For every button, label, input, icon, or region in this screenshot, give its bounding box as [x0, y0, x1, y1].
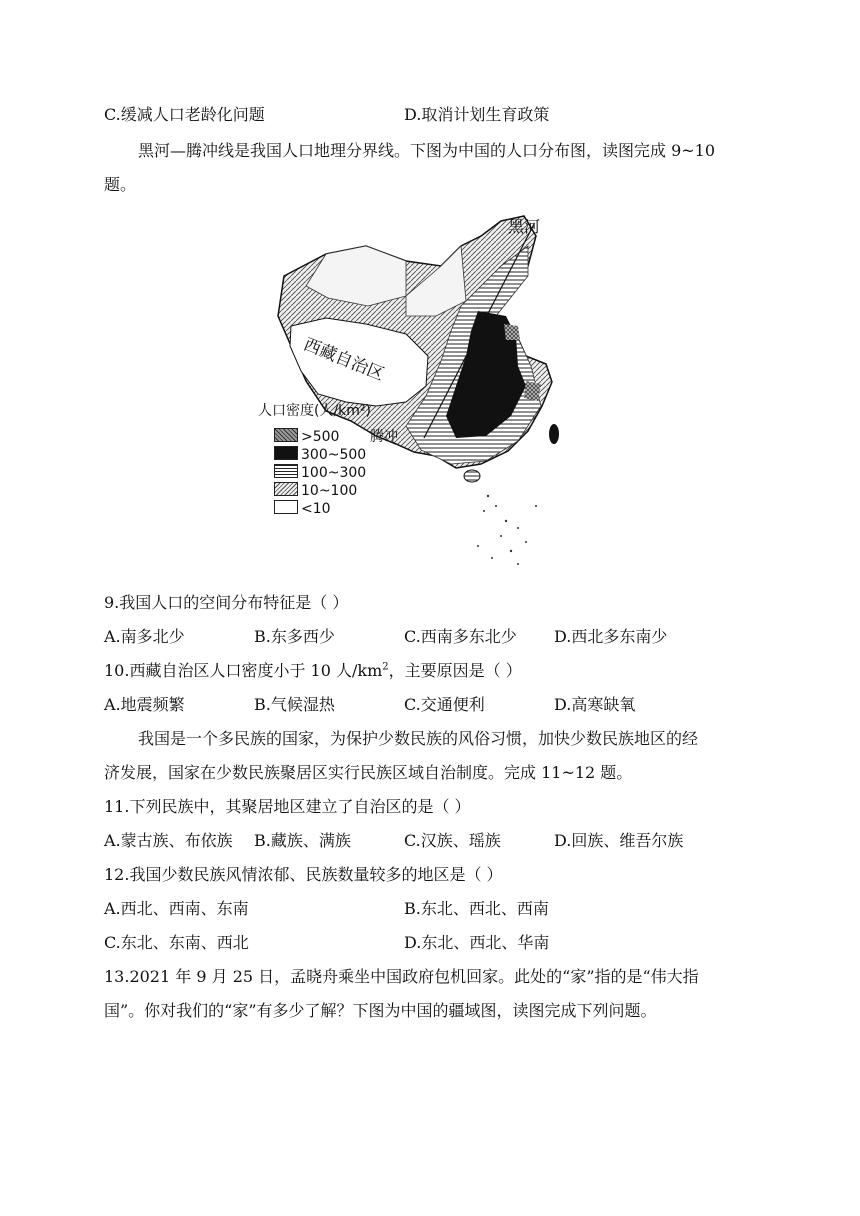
q11-option-b: B.藏族、满族 — [254, 831, 351, 850]
q12-option-b: B.东北、西北、西南 — [404, 899, 549, 918]
population-density-map — [256, 206, 596, 580]
q9-option-c: C.西南多东北少 — [404, 627, 517, 646]
q13-line2: 国”。你对我们的“家”有多少了解？下图为中国的疆域图，读图完成下列问题。 — [104, 1001, 657, 1020]
q9-option-d: D.西北多东南少 — [554, 627, 668, 646]
q8-option-c: C.缓减人口老龄化问题 — [104, 105, 265, 124]
legend-swatch — [274, 464, 298, 478]
label-tengchong: 腾冲 — [370, 429, 398, 445]
legend-item-10-100: 10~100 — [274, 482, 357, 500]
legend-item-300-500: 300~500 — [274, 446, 366, 464]
q10-option-a: A.地震频繁 — [104, 695, 185, 714]
intro-9-10-line2: 题。 — [104, 175, 137, 194]
legend-swatch — [274, 482, 298, 496]
q12-option-d: D.东北、西北、华南 — [404, 933, 550, 952]
label-heihe: 黑河 — [508, 217, 541, 236]
legend-title: 人口密度(人/km²) — [258, 403, 371, 419]
q13-line1: 13.2021 年 9 月 25 日，孟晓舟乘坐中国政府包机回家。此处的“家”指的是“伟大指 — [104, 967, 699, 986]
q12-option-c: C.东北、东南、西北 — [104, 933, 249, 952]
q11-option-d: D.回族、维吾尔族 — [554, 831, 684, 850]
legend-swatch — [274, 500, 298, 514]
q10-option-c: C.交通便利 — [404, 695, 485, 714]
q10-option-b: B.气候湿热 — [254, 695, 335, 714]
q8-option-d: D.取消计划生育政策 — [404, 105, 550, 124]
legend-item-gt500: >500 — [274, 428, 339, 446]
q12-option-a: A.西北、西南、东南 — [104, 899, 249, 918]
legend-swatch — [274, 428, 298, 442]
q10-option-d: D.高寒缺氧 — [554, 695, 636, 714]
q11-option-a: A.蒙古族、布依族 — [104, 831, 233, 850]
q9-option-b: B.东多西少 — [254, 627, 335, 646]
legend-item-100-300: 100~300 — [274, 464, 366, 482]
q10-stem: 10.西藏自治区人口密度小于 10 人$/km^2$，主要原因是（ ） — [104, 661, 522, 680]
q11-option-c: C.汉族、瑶族 — [404, 831, 501, 850]
legend-item-lt10: <10 — [274, 500, 331, 518]
q9-stem: 9.我国人口的空间分布特征是（ ） — [104, 593, 349, 612]
label-tibet: 西藏自治区 — [300, 334, 387, 386]
intro-9-10-line1: 黑河—腾冲线是我国人口地理分界线。下图为中国的人口分布图，读图完成 9~10 — [138, 141, 716, 160]
q11-stem: 11.下列民族中，其聚居地区建立了自治区的是（ ） — [104, 797, 471, 816]
intro-11-12-line1: 我国是一个多民族的国家，为保护少数民族的风俗习惯，加快少数民族地区的经 — [138, 729, 699, 748]
intro-11-12-line2: 济发展，国家在少数民族聚居区实行民族区域自治制度。完成 11~12 题。 — [104, 763, 633, 782]
q12-stem: 12.我国少数民族风情浓郁、民族数量较多的地区是（ ） — [104, 865, 503, 884]
q9-option-a: A.南多北少 — [104, 627, 185, 646]
legend-swatch — [274, 446, 298, 460]
